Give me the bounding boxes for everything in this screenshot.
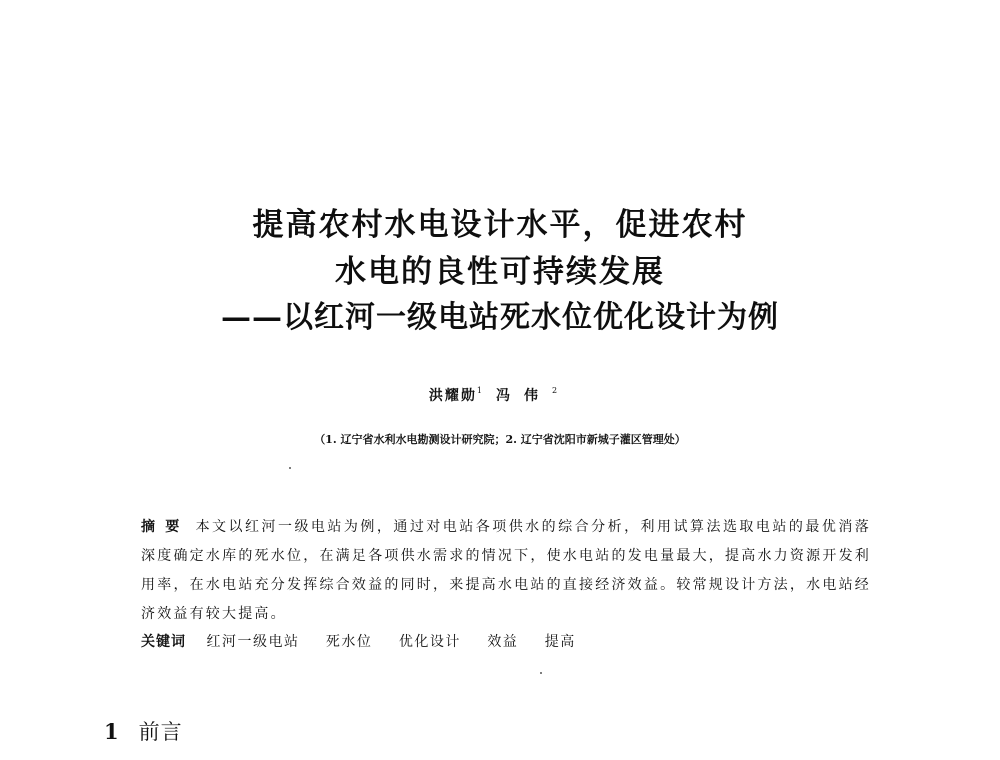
abstract-text: 本文以红河一级电站为例，通过对电站各项供水的综合分析，利用试算法选取电站的最优消落深度确定水库的死水位，在满足各项供水需求的情况下，使水电站的发电量最大，提高水力资源开发利用率，在水电站充分发挥综合效益的同时，来提高水电站的直接经济效益。较常规设计方法，水电站经济效益有较大提高。 <box>141 519 871 622</box>
keyword-item: 死水位 <box>325 634 373 650</box>
section-heading <box>104 716 183 746</box>
title-line-2: 水电的良性可持续发展 <box>335 254 665 290</box>
author-2-affiliation-mark: 2 <box>552 386 558 395</box>
keywords-label: 关键词 <box>141 634 186 650</box>
scan-speck <box>540 672 542 674</box>
keyword-item: 优化设计 <box>398 634 461 650</box>
author-1-affiliation-mark: 1 <box>476 386 482 395</box>
keyword-item: 红河一级电站 <box>206 634 300 650</box>
keyword-item: 提高 <box>544 634 576 650</box>
affiliations: （1. 辽宁省水利水电勘测设计研究院；2. 辽宁省沈阳市新城子灌区管理处） <box>314 433 686 446</box>
title-line-1: 提高农村水电设计水平，促进农村 <box>252 207 748 243</box>
keywords <box>141 631 598 653</box>
paper-title <box>0 202 1000 340</box>
abstract <box>141 513 871 629</box>
scan-speck <box>289 467 291 469</box>
author-1-name: 洪耀勋 <box>428 388 477 404</box>
author-2-name: 冯伟 <box>496 388 552 404</box>
keyword-item: 效益 <box>487 634 519 650</box>
author-list <box>0 385 1000 405</box>
paper-subtitle: ——以红河一级电站死水位优化设计为例 <box>221 300 779 335</box>
abstract-label: 摘要 <box>141 519 190 535</box>
section-title: 前言 <box>138 720 183 744</box>
section-number: 1 <box>104 719 119 744</box>
